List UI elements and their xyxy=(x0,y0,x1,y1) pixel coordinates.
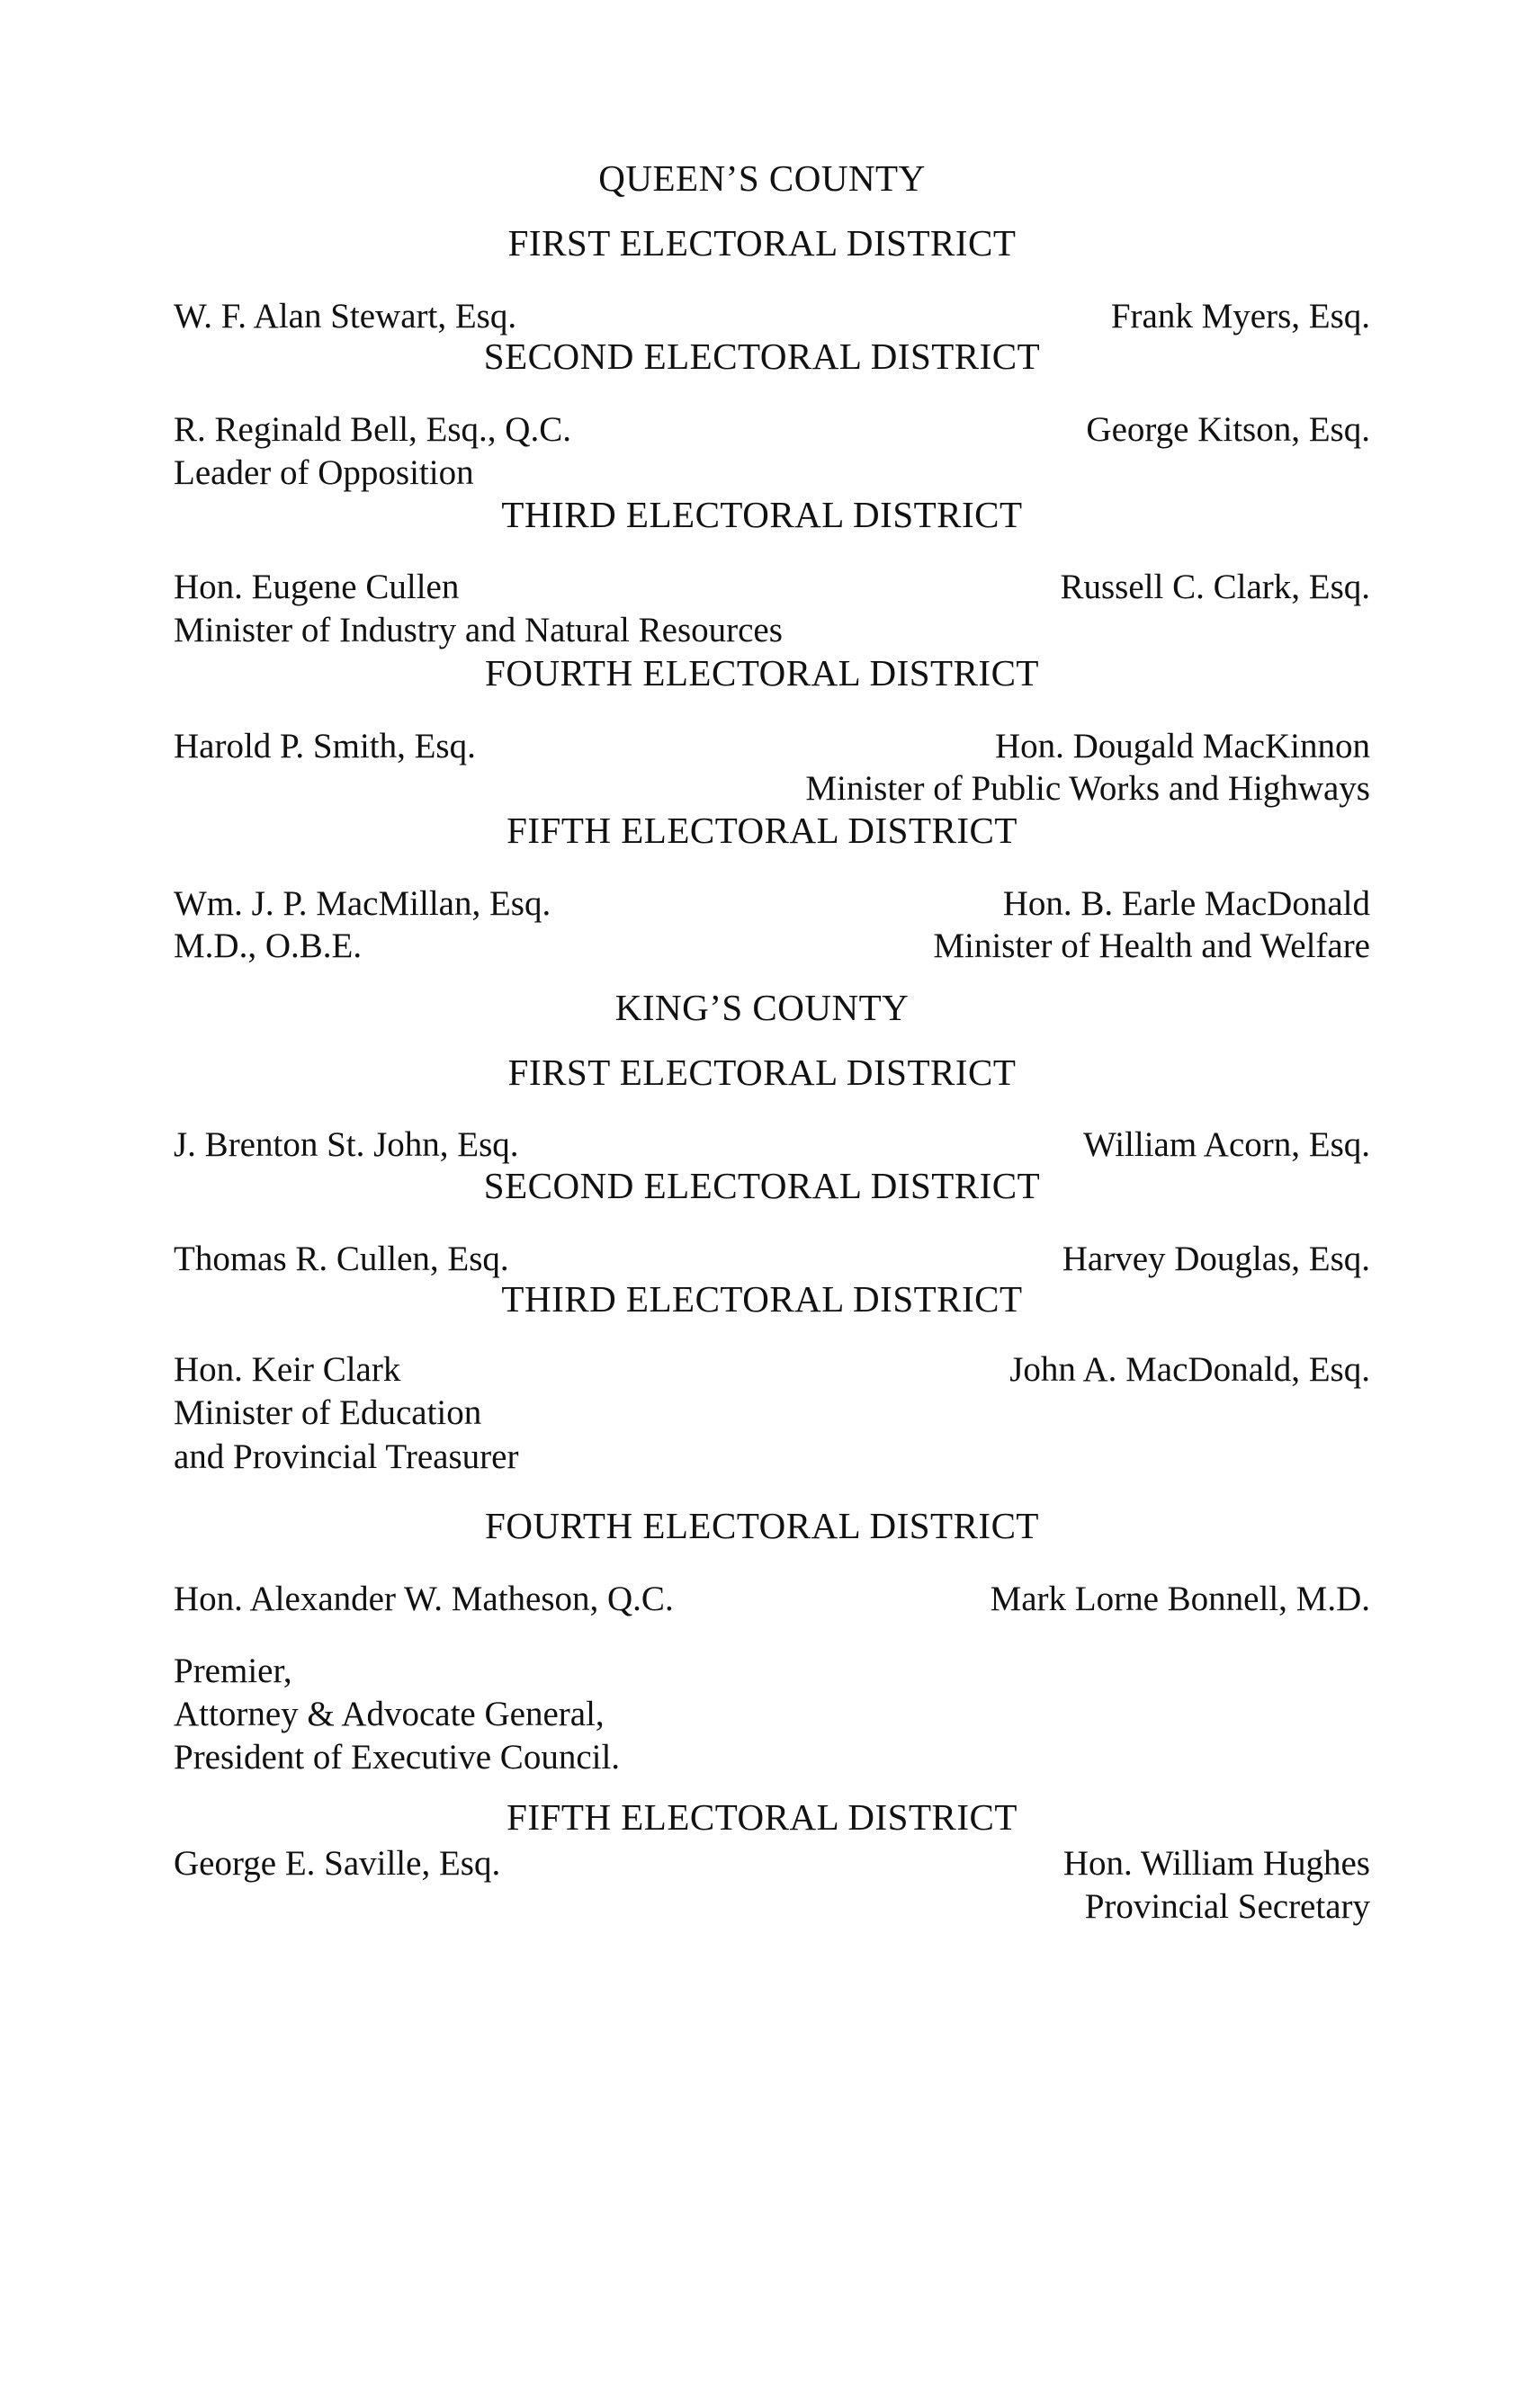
member-title: Premier, xyxy=(174,1652,292,1690)
member-name: Mark Lorne Bonnell, M.D. xyxy=(990,1580,1370,1618)
member-name: Hon. Dougald MacKinnon xyxy=(994,727,1370,765)
member-name: Thomas R. Cullen, Esq. xyxy=(174,1240,509,1278)
county-title-queens: QUEEN’S COUNTY xyxy=(598,157,926,199)
member-name: Harvey Douglas, Esq. xyxy=(1062,1240,1370,1278)
member-title: and Provincial Treasurer xyxy=(174,1437,519,1476)
member-name: Hon. William Hughes xyxy=(1062,1844,1370,1883)
member-title: President of Executive Council. xyxy=(174,1738,621,1777)
member-name: George Kitson, Esq. xyxy=(1086,410,1370,449)
member-name: John A. MacDonald, Esq. xyxy=(1009,1350,1370,1389)
member-title: Minister of Health and Welfare xyxy=(933,926,1370,965)
member-title: Leader of Opposition xyxy=(174,453,474,492)
member-name: R. Reginald Bell, Esq., Q.C. xyxy=(174,410,571,449)
member-name: Russell C. Clark, Esq. xyxy=(1060,568,1370,606)
member-title: Minister of Education xyxy=(174,1393,482,1432)
district-heading-queens-1: FIRST ELECTORAL DISTRICT xyxy=(507,222,1017,264)
district-heading-queens-2: SECOND ELECTORAL DISTRICT xyxy=(483,336,1041,377)
member-name: Hon. Keir Clark xyxy=(174,1350,401,1389)
member-name: Hon. Alexander W. Matheson, Q.C. xyxy=(174,1580,674,1618)
member-name: Hon. B. Earle MacDonald xyxy=(1002,884,1370,923)
member-name: Wm. J. P. MacMillan, Esq. xyxy=(174,884,551,923)
district-heading-kings-3: THIRD ELECTORAL DISTRICT xyxy=(501,1278,1023,1320)
member-name: Hon. Eugene Cullen xyxy=(174,568,460,606)
member-name: George E. Saville, Esq. xyxy=(174,1844,501,1883)
member-title: Attorney & Advocate General, xyxy=(174,1695,605,1733)
district-heading-kings-4: FOURTH ELECTORAL DISTRICT xyxy=(485,1505,1039,1546)
member-title: Minister of Public Works and Highways xyxy=(805,769,1370,808)
county-title-kings: KING’S COUNTY xyxy=(614,987,910,1028)
district-heading-kings-5: FIFTH ELECTORAL DISTRICT xyxy=(507,1796,1017,1838)
district-heading-queens-4: FOURTH ELECTORAL DISTRICT xyxy=(485,652,1039,694)
district-heading-queens-3: THIRD ELECTORAL DISTRICT xyxy=(501,494,1023,535)
member-name: William Acorn, Esq. xyxy=(1082,1125,1370,1164)
member-name: Harold P. Smith, Esq. xyxy=(174,727,476,765)
district-heading-kings-1: FIRST ELECTORAL DISTRICT xyxy=(507,1052,1017,1093)
member-name: Frank Myers, Esq. xyxy=(1110,297,1370,336)
member-name: W. F. Alan Stewart, Esq. xyxy=(174,297,517,336)
member-title: Provincial Secretary xyxy=(1084,1887,1370,1926)
district-heading-kings-2: SECOND ELECTORAL DISTRICT xyxy=(483,1165,1041,1206)
member-title: Minister of Industry and Natural Resources xyxy=(174,611,783,649)
member-title: M.D., O.B.E. xyxy=(174,926,363,965)
district-heading-queens-5: FIFTH ELECTORAL DISTRICT xyxy=(507,810,1017,851)
member-name: J. Brenton St. John, Esq. xyxy=(174,1125,519,1164)
